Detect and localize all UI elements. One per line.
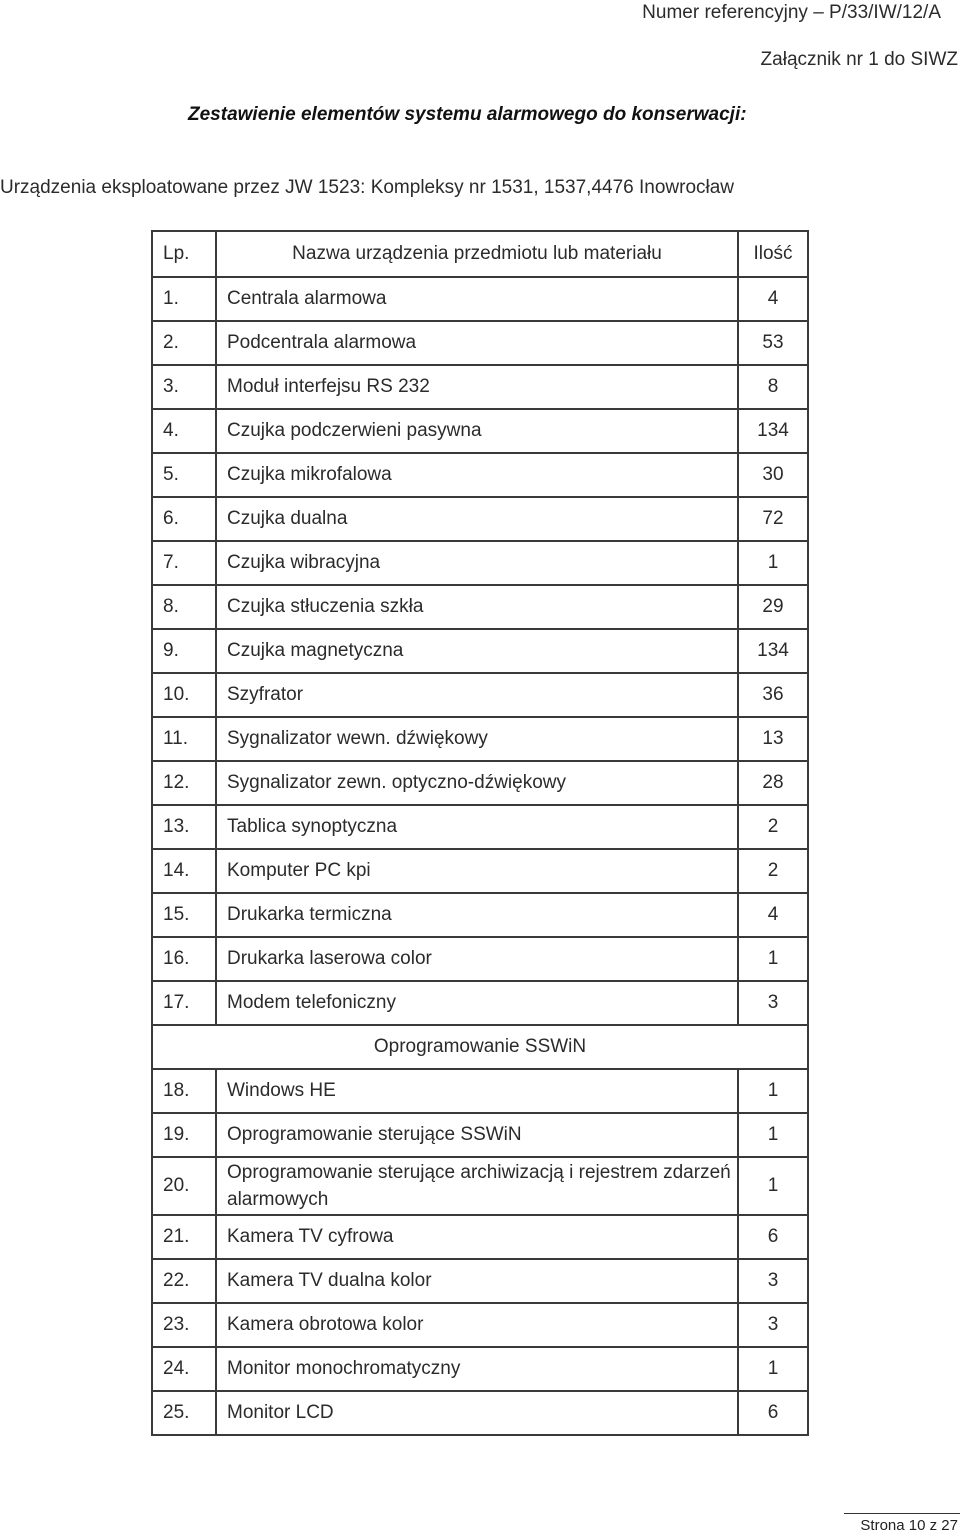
cell-name: Czujka dualna xyxy=(216,497,738,541)
cell-qty: 72 xyxy=(738,497,808,541)
table-row xyxy=(152,1259,808,1303)
cell-name: Czujka wibracyjna xyxy=(216,541,738,585)
table-row xyxy=(152,937,808,981)
document-subtitle: Urządzenia eksploatowane przez JW 1523: Kompleksy nr 1531, 1537,4476 Inowrocław xyxy=(0,177,735,198)
cell-name: Sygnalizator wewn. dźwiękowy xyxy=(216,717,738,761)
cell-lp: 14. xyxy=(152,849,216,893)
table-row xyxy=(152,453,808,497)
page-number: Strona 10 z 27 xyxy=(844,1513,960,1538)
table-row xyxy=(152,805,808,849)
cell-lp: 8. xyxy=(152,585,216,629)
cell-lp: 24. xyxy=(152,1347,216,1391)
cell-qty: 3 xyxy=(738,1303,808,1347)
table-row xyxy=(152,673,808,717)
cell-name: Szyfrator xyxy=(216,673,738,717)
table-row xyxy=(152,1347,808,1391)
cell-qty: 3 xyxy=(738,981,808,1025)
cell-qty: 28 xyxy=(738,761,808,805)
cell-name: Modem telefoniczny xyxy=(216,981,738,1025)
section-row xyxy=(152,1025,808,1069)
cell-qty: 8 xyxy=(738,365,808,409)
cell-lp: 15. xyxy=(152,893,216,937)
table-row xyxy=(152,497,808,541)
cell-name: Kamera TV cyfrowa xyxy=(216,1215,738,1259)
cell-qty: 2 xyxy=(738,805,808,849)
cell-name: Tablica synoptyczna xyxy=(216,805,738,849)
cell-lp: 1. xyxy=(152,277,216,321)
cell-name: Moduł interfejsu RS 232 xyxy=(216,365,738,409)
cell-lp: 9. xyxy=(152,629,216,673)
cell-name: Podcentrala alarmowa xyxy=(216,321,738,365)
cell-qty: 4 xyxy=(738,277,808,321)
equipment-table xyxy=(151,230,809,1436)
cell-name: Centrala alarmowa xyxy=(216,277,738,321)
cell-qty: 53 xyxy=(738,321,808,365)
cell-lp: 13. xyxy=(152,805,216,849)
cell-lp: 10. xyxy=(152,673,216,717)
cell-lp: 23. xyxy=(152,1303,216,1347)
cell-qty: 30 xyxy=(738,453,808,497)
cell-name: Windows HE xyxy=(216,1069,738,1113)
cell-qty: 36 xyxy=(738,673,808,717)
section-label: Oprogramowanie SSWiN xyxy=(152,1025,808,1069)
table-row xyxy=(152,717,808,761)
table-row xyxy=(152,585,808,629)
cell-lp: 7. xyxy=(152,541,216,585)
annex-label: Załącznik nr 1 do SIWZ xyxy=(760,49,958,70)
table-row xyxy=(152,629,808,673)
cell-qty: 29 xyxy=(738,585,808,629)
table-row xyxy=(152,1303,808,1347)
table-row xyxy=(152,761,808,805)
cell-qty: 2 xyxy=(738,849,808,893)
cell-lp: 20. xyxy=(152,1157,216,1215)
cell-qty: 13 xyxy=(738,717,808,761)
cell-qty: 1 xyxy=(738,1113,808,1157)
table-row xyxy=(152,981,808,1025)
cell-qty: 134 xyxy=(738,409,808,453)
cell-lp: 2. xyxy=(152,321,216,365)
table-row xyxy=(152,409,808,453)
cell-name: Oprogramowanie sterujące SSWiN xyxy=(216,1113,738,1157)
column-header-name: Nazwa urządzenia przedmiotu lub materiału xyxy=(216,231,738,277)
cell-name: Oprogramowanie sterujące archiwizacją i rejestrem zdarzeń alarmowych xyxy=(216,1157,738,1215)
cell-name: Drukarka laserowa color xyxy=(216,937,738,981)
table-row xyxy=(152,541,808,585)
table-row xyxy=(152,365,808,409)
cell-lp: 12. xyxy=(152,761,216,805)
cell-lp: 5. xyxy=(152,453,216,497)
cell-name: Monitor LCD xyxy=(216,1391,738,1435)
table-row xyxy=(152,277,808,321)
cell-name: Sygnalizator zewn. optyczno-dźwiękowy xyxy=(216,761,738,805)
cell-qty: 4 xyxy=(738,893,808,937)
cell-name: Czujka magnetyczna xyxy=(216,629,738,673)
cell-lp: 21. xyxy=(152,1215,216,1259)
table-header-row xyxy=(152,231,808,277)
cell-qty: 1 xyxy=(738,1157,808,1215)
cell-qty: 1 xyxy=(738,541,808,585)
cell-name: Komputer PC kpi xyxy=(216,849,738,893)
cell-lp: 4. xyxy=(152,409,216,453)
table-row xyxy=(152,849,808,893)
cell-name: Kamera obrotowa kolor xyxy=(216,1303,738,1347)
cell-lp: 11. xyxy=(152,717,216,761)
cell-name: Czujka podczerwieni pasywna xyxy=(216,409,738,453)
cell-lp: 19. xyxy=(152,1113,216,1157)
column-header-lp: Lp. xyxy=(152,231,216,277)
cell-name: Kamera TV dualna kolor xyxy=(216,1259,738,1303)
cell-name: Czujka mikrofalowa xyxy=(216,453,738,497)
cell-qty: 1 xyxy=(738,1069,808,1113)
cell-name: Drukarka termiczna xyxy=(216,893,738,937)
cell-qty: 134 xyxy=(738,629,808,673)
cell-lp: 17. xyxy=(152,981,216,1025)
cell-lp: 16. xyxy=(152,937,216,981)
table-row xyxy=(152,1157,808,1215)
cell-name: Monitor monochromatyczny xyxy=(216,1347,738,1391)
table-row xyxy=(152,893,808,937)
cell-qty: 6 xyxy=(738,1391,808,1435)
cell-qty: 3 xyxy=(738,1259,808,1303)
column-header-qty: Ilość xyxy=(738,231,808,277)
cell-name: Czujka stłuczenia szkła xyxy=(216,585,738,629)
cell-lp: 22. xyxy=(152,1259,216,1303)
table-row xyxy=(152,1113,808,1157)
cell-lp: 3. xyxy=(152,365,216,409)
cell-lp: 18. xyxy=(152,1069,216,1113)
cell-qty: 6 xyxy=(738,1215,808,1259)
cell-lp: 25. xyxy=(152,1391,216,1435)
cell-qty: 1 xyxy=(738,1347,808,1391)
table-row xyxy=(152,1391,808,1435)
cell-qty: 1 xyxy=(738,937,808,981)
cell-lp: 6. xyxy=(152,497,216,541)
reference-number: Numer referencyjny – P/33/IW/12/A xyxy=(642,2,941,23)
table-row xyxy=(152,1215,808,1259)
document-title: Zestawienie elementów systemu alarmowego do konserwacji: xyxy=(188,104,747,125)
table-row xyxy=(152,321,808,365)
table-row xyxy=(152,1069,808,1113)
